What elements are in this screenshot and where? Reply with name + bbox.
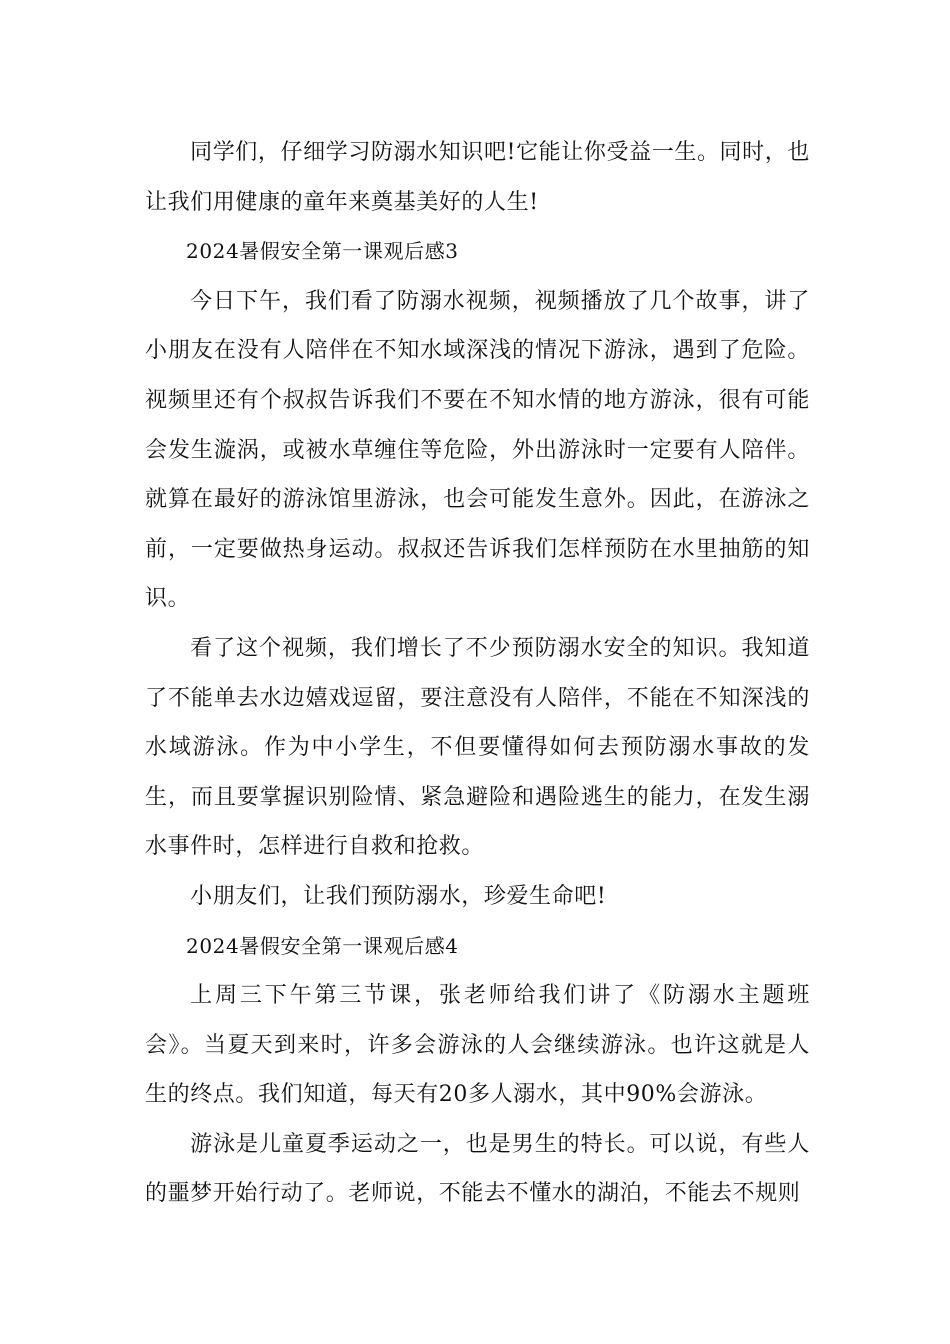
paragraph: 看了这个视频，我们增长了不少预防溺水安全的知识。我知道了不能单去水边嬉戏逗留，要注意没有人陪伴，不能在不知深浅的水域游泳。作为中小学生，不但要懂得如何去预防溺水事故的发生，而且要掌握识别险情、紧急避险和遇险逃生的能力，在发生溺水事件时，怎样进行自救和抢救。: [145, 635, 810, 860]
section-heading: 2024暑假安全第一课观后感3: [186, 239, 459, 264]
paragraph: 游泳是儿童夏季运动之一，也是男生的特长。可以说，有些人的噩梦开始行动了。老师说，不能去不懂水的湖泊，不能去不规则: [145, 1131, 810, 1207]
paragraph: 今日下午，我们看了防溺水视频，视频播放了几个故事，讲了小朋友在没有人陪伴在不知水域深浅的情况下游泳，遇到了危险。视频里还有个叔叔告诉我们不要在不知水情的地方游泳，很有可能会发生漩涡，或被水草缠住等危险，外出游泳时一定要有人陪伴。就算在最好的游泳馆里游泳，也会可能发生意外。因此，在游泳之前，一定要做热身运动。叔叔还告诉我们怎样预防在水里抽筋的知识。: [145, 288, 810, 612]
paragraph: 同学们，仔细学习防溺水知识吧!它能让你受益一生。同时，也让我们用健康的童年来奠基美好的人生!: [145, 140, 810, 215]
document-body: [145, 128, 810, 1219]
paragraph: 上周三下午第三节课，张老师给我们讲了《防溺水主题班会》。当夏天到来时，许多会游泳的人会继续游泳。也许这就是人生的终点。我们知道，每天有20多人溺水，其中90%会游泳。: [145, 983, 810, 1108]
section-heading: 2024暑假安全第一课观后感4: [186, 933, 459, 958]
paragraph: 小朋友们，让我们预防溺水，珍爱生命吧!: [190, 883, 607, 909]
